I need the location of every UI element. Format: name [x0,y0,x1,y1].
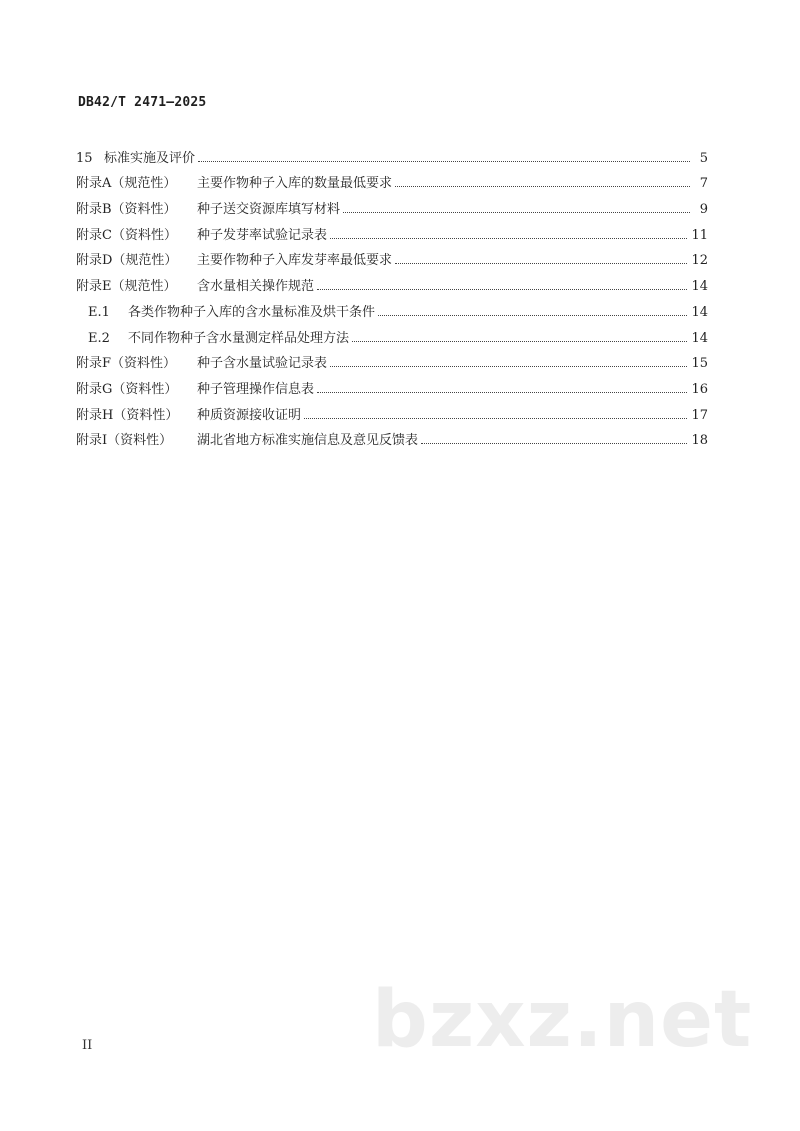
toc-entry-page: 11 [691,227,708,243]
toc-entry-e1[interactable] [76,294,708,320]
toc-entry-title: 标准实施及评价 [104,150,196,166]
toc-entry-title: 种子含水量试验记录表 [197,356,328,372]
toc-entry-appendix-a[interactable] [76,166,708,192]
dot-leader [330,237,687,239]
toc-entry-title: 各类作物种子入库的含水量标准及烘干条件 [128,304,376,320]
toc-entry-label: 附录C（资料性） [76,227,177,243]
toc-entry-appendix-i[interactable] [76,423,708,449]
toc-entry-page: 12 [691,253,708,269]
toc-entry-number: 15 [76,150,93,166]
toc-entry-label: 附录I（资料性） [76,433,173,449]
toc-entry-title: 主要作物种子入库的数量最低要求 [197,176,393,192]
dot-leader [421,442,687,444]
toc-entry-page: 18 [691,433,708,449]
toc-entry-label: 附录A（规范性） [76,176,177,192]
dot-leader [378,314,687,316]
dot-leader [395,185,690,187]
toc-entry-page: 14 [691,304,708,320]
toc-entry-e2[interactable] [76,320,708,346]
toc-entry-appendix-f[interactable] [76,346,708,372]
toc-entry-appendix-g[interactable] [76,371,708,397]
toc-entry-number: E.1 [88,304,110,320]
toc-entry-title: 种子发芽率试验记录表 [197,227,328,243]
toc-entry-page: 5 [699,150,708,166]
toc-entry-page: 7 [699,176,708,192]
dot-leader [395,262,687,264]
dot-leader [198,160,690,162]
toc-entry-number: E.2 [88,330,110,346]
toc-entry-appendix-e[interactable] [76,268,708,294]
toc-entry-title: 湖北省地方标准实施信息及意见反馈表 [197,433,419,449]
document-code: DB42/T 2471—2025 [78,95,207,110]
toc-entry-appendix-h[interactable] [76,397,708,423]
toc-entry-page: 17 [691,407,708,423]
page-number: II [82,1038,93,1053]
watermark: bzxz.net [372,975,753,1065]
toc-entry-page: 14 [691,330,708,346]
dot-leader [317,288,687,290]
toc-entry-title: 主要作物种子入库发芽率最低要求 [197,253,393,269]
dot-leader [330,365,687,367]
toc-entry-appendix-c[interactable] [76,217,708,243]
toc-entry-appendix-b[interactable] [76,191,708,217]
toc-entry-15[interactable] [76,140,708,166]
dot-leader [352,340,687,342]
toc-entry-page: 16 [691,381,708,397]
toc-entry-page: 9 [699,202,708,218]
toc-entry-title: 含水量相关操作规范 [197,279,315,295]
dot-leader [317,391,687,393]
toc-entry-title: 种子送交资源库填写材料 [197,202,341,218]
toc-entry-title: 种质资源接收证明 [197,407,302,423]
toc-entry-label: 附录E（规范性） [76,279,177,295]
toc-entry-label: 附录F（资料性） [76,356,177,372]
toc-entry-label: 附录H（资料性） [76,407,179,423]
toc-entry-title: 不同作物种子含水量测定样品处理方法 [128,330,350,346]
toc-entry-page: 14 [691,279,708,295]
toc-entry-label: 附录D（规范性） [76,253,178,269]
toc-entry-appendix-d[interactable] [76,243,708,269]
dot-leader [304,417,687,419]
dot-leader [343,211,690,213]
toc-entry-label: 附录B（资料性） [76,202,177,218]
toc-entry-label: 附录G（资料性） [76,381,178,397]
toc-entry-title: 种子管理操作信息表 [197,381,315,397]
toc-entry-page: 15 [691,356,708,372]
table-of-contents [76,140,708,448]
